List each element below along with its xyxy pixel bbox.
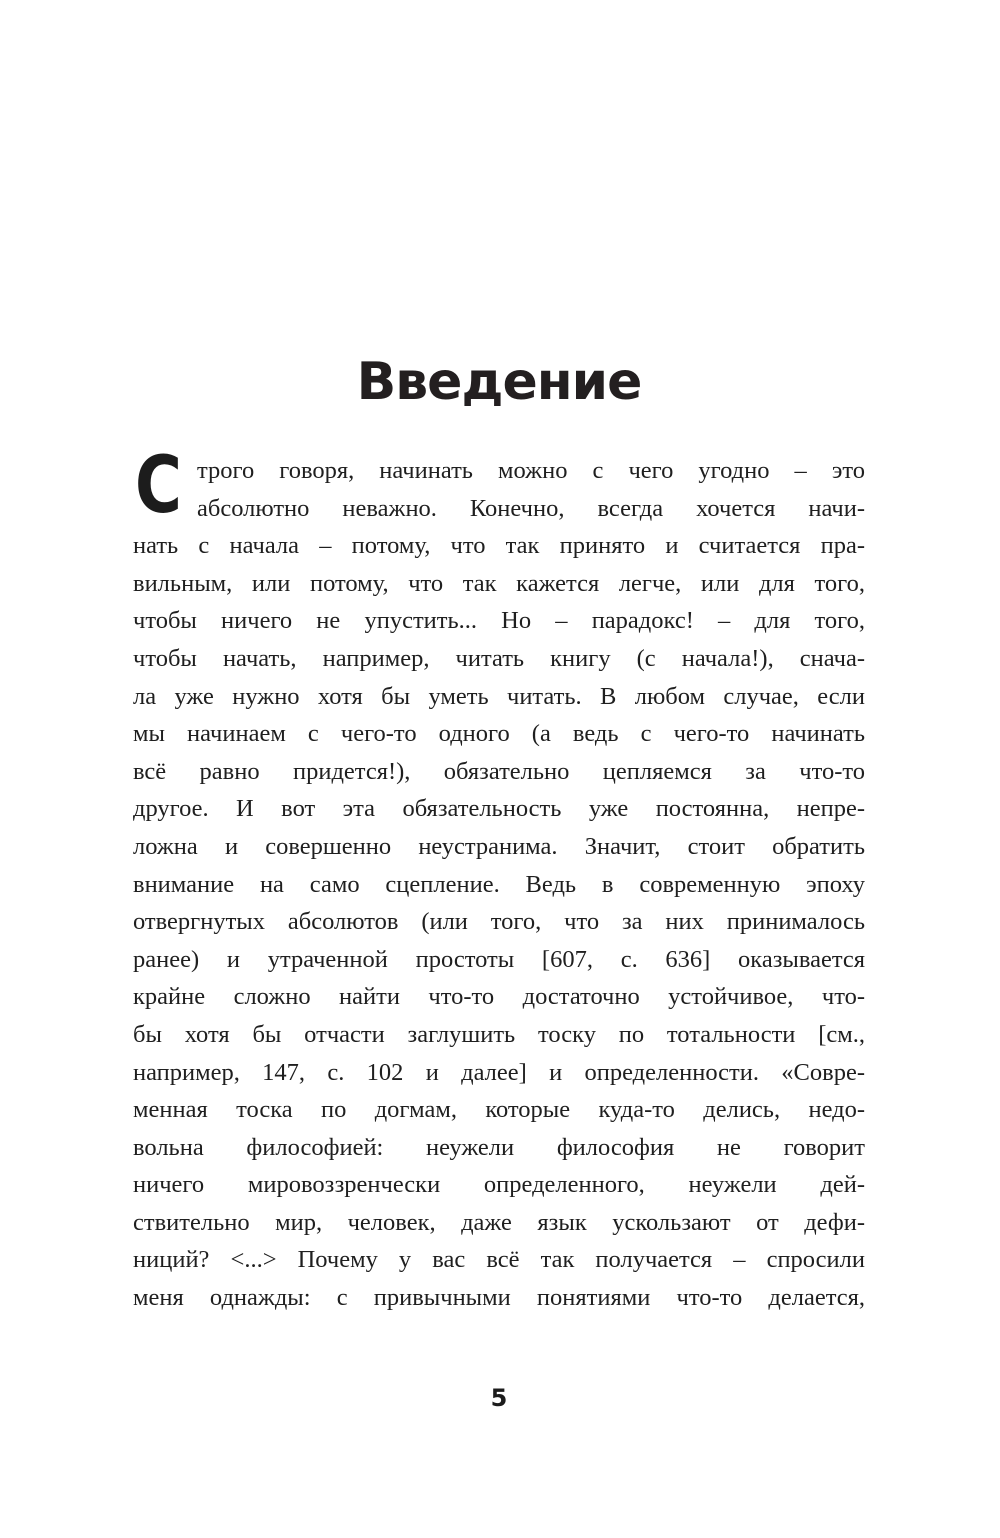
text-line: ствительно мир, человек, даже язык ускользают от дефи- xyxy=(133,1208,865,1236)
chapter-title: Введение xyxy=(356,352,642,412)
text-line: вильным, или потому, что так кажется легче, или для того, xyxy=(133,569,865,597)
text-line: трого говоря, начинать можно с чего угодно – это xyxy=(197,457,865,484)
text-line: нать с начала – потому, что так принято и считается пра- xyxy=(133,532,865,560)
text-line: мы начинаем с чего-то одного (а ведь с чего-то начинать xyxy=(133,720,865,748)
body-text xyxy=(133,452,865,1317)
text-line: меня однажды: с привычными понятиями что-то делается, xyxy=(133,1284,865,1312)
text-line: ниций? <...> Почему у вас всё так получается – спросили xyxy=(133,1246,865,1274)
text-line: бы хотя бы отчасти заглушить тоску по тотальности [см., xyxy=(133,1020,865,1048)
text-line: чтобы начать, например, читать книгу (с начала!), снача- xyxy=(133,644,865,672)
text-line: ложна и совершенно неустранима. Значит, стоит обратить xyxy=(133,832,865,860)
text-line: внимание на само сцепление. Ведь в современную эпоху xyxy=(133,870,865,898)
text-line: абсолютно неважно. Конечно, всегда хочется начи- xyxy=(197,494,865,522)
text-line: крайне сложно найти что-то достаточно устойчивое, что- xyxy=(133,983,865,1011)
page-number: 5 xyxy=(490,1384,508,1412)
text-line: ничего мировоззренчески определенного, неужели дей- xyxy=(133,1171,865,1199)
text-line: менная тоска по догмам, которые куда-то делись, недо- xyxy=(133,1096,865,1124)
text-line: ранее) и утраченной простоты [607, с. 636] оказывается xyxy=(133,945,865,973)
text-line: другое. И вот эта обязательность уже постоянна, непре- xyxy=(133,795,865,823)
drop-cap-letter: С xyxy=(135,441,182,531)
text-line: всё равно придется!), обязательно цепляемся за что-то xyxy=(133,757,865,785)
text-line: чтобы ничего не упустить... Но – парадокс! – для того, xyxy=(133,607,865,635)
text-line: например, 147, с. 102 и далее] и определенности. «Совре- xyxy=(133,1058,865,1086)
text-line: вольна философией: неужели философия не говорит xyxy=(133,1133,865,1161)
text-line: отвергнутых абсолютов (или того, что за них принималось xyxy=(133,908,865,936)
text-line: ла уже нужно хотя бы уметь читать. В любом случае, если xyxy=(133,682,865,710)
